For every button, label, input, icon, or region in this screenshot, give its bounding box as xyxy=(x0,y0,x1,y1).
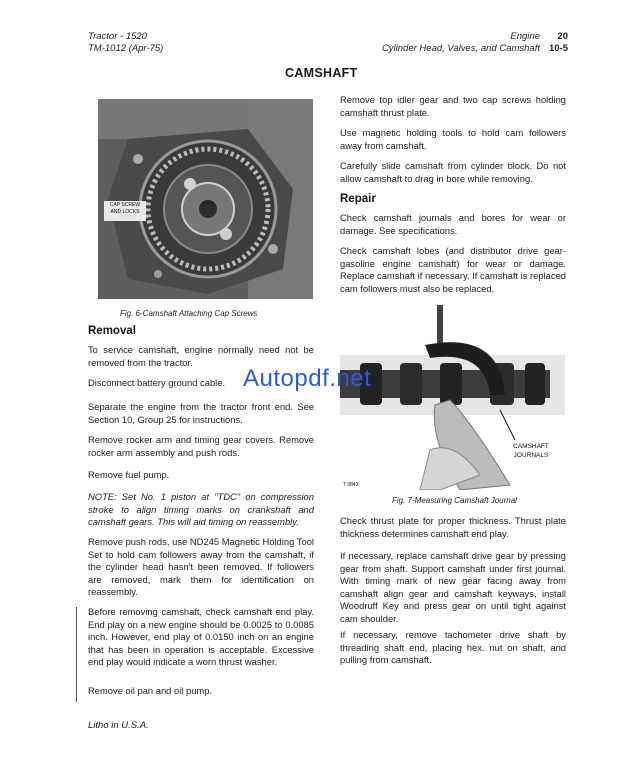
removal-paragraph-9: Remove oil pan and oil pump. xyxy=(88,685,213,696)
removal-paragraph-3: Separate the engine from the tractor front end. See Section 10, Group 25 for instructions. xyxy=(88,401,314,425)
right-paragraph-1: Remove top idler gear and two cap screws holding camshaft thrust plate. xyxy=(340,94,566,118)
removal-note: NOTE: Set No. 1 piston at "TDC" on compression stroke to align timing marks on crankshaft and camshaft gears. This will aid timing on reassembly. xyxy=(88,491,314,528)
figure-6-label: CAP SCREW AND LOCKS xyxy=(109,202,141,215)
header-left-line1: Tractor - 1520 xyxy=(88,31,147,42)
header-left-line2: TM-1012 (Apr-75) xyxy=(88,43,164,54)
header-group-number: 20 xyxy=(557,31,568,42)
right-paragraph-after-3: If necessary, remove tachometer drive shaft by threading shaft end, placing hex. nut on shaft, and pulling from camshaft. xyxy=(340,629,566,666)
removal-paragraph-1: To service camshaft, engine normally need not be removed from the tractor. xyxy=(88,344,314,368)
removal-paragraph-4: Remove rocker arm and timing gear covers. Remove rocker arm assembly and push rods. xyxy=(88,434,314,458)
removal-paragraph-7: Remove push rods, use ND245 Magnetic Holding Tool Set to hold cam followers away from the camshaft, if the cylinder head hasn't been removed. If followers are removed, mark them for identification on reassembly. xyxy=(88,536,314,598)
repair-paragraph-1: Check camshaft journals and bores for wear or damage. See specifications. xyxy=(340,212,566,236)
removal-paragraph-8: Before removing camshaft, check camshaft end play. End play on a new engine should be 0.0025 to 0.0085 inch. However, end play of 0.0150 inch on an engine that has been in operation is acceptable. Excessive end play would indicate a worn thrust washer. xyxy=(88,606,314,668)
removal-heading: Removal xyxy=(88,325,136,337)
figure-6-photo xyxy=(98,99,313,299)
revision-bar xyxy=(76,607,77,702)
header-subtitle: Cylinder Head, Valves, and Camshaft xyxy=(381,43,540,54)
figure-6-caption: Fig. 6-Camshaft Attaching Cap Screws xyxy=(120,309,258,318)
right-paragraph-3: Carefully slide camshaft from cylinder block. Do not allow camshaft to drag in bore while removing. xyxy=(340,160,566,184)
removal-paragraph-5: Remove fuel pump. xyxy=(88,469,170,480)
header-page-number: 10-5 xyxy=(548,43,568,54)
watermark: Autopdf.net xyxy=(243,365,372,392)
right-paragraph-after-1: Check thrust plate for proper thickness. Thrust plate thickness determines camshaft end play. xyxy=(340,515,566,539)
repair-heading: Repair xyxy=(340,193,376,205)
figure-7-label: CAMSHAFT JOURNALS xyxy=(513,443,549,459)
figure-7-caption: Fig. 7-Measuring Camshaft Journal xyxy=(392,496,517,505)
page-title: CAMSHAFT xyxy=(285,66,358,80)
footer-litho: Litho in U.S.A. xyxy=(88,720,149,731)
repair-paragraph-2: Check camshaft lobes (and distributor drive gear-gasoline engine camshaft) for wear or damage. Replace camshaft if necessary. If camshaft is replaced cam followers must also be replaced. xyxy=(340,245,566,294)
micrometer-camshaft-illustration xyxy=(340,300,565,490)
figure-7-photo xyxy=(340,300,565,490)
header-section: Engine xyxy=(510,31,540,42)
removal-paragraph-2: Disconnect battery ground cable. xyxy=(88,377,226,388)
figure-7-code: T 9843 xyxy=(343,482,359,488)
camshaft-gear-illustration xyxy=(98,99,313,299)
right-paragraph-after-2: If necessary, replace camshaft drive gear by pressing gear from shaft. Support camshaft under first journal. With timing mark of new gear facing away from camshaft align gear and camshaft keyways, install Woodruff Key and press gear on until tight against cam shoulder. xyxy=(340,550,566,624)
right-paragraph-2: Use magnetic holding tools to hold cam followers away from camshaft. xyxy=(340,127,566,151)
